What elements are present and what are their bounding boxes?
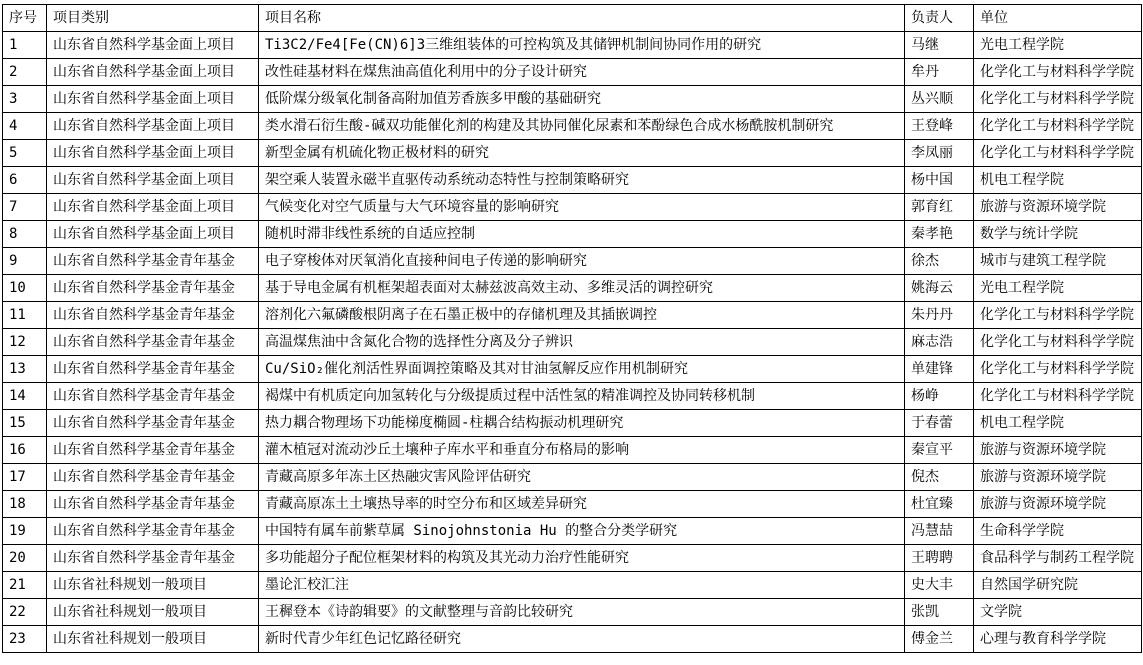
cell-category: 山东省自然科学基金青年基金 [47,518,259,545]
cell-project-name: 褐煤中有机质定向加氢转化与分级提质过程中活性氢的精准调控及协同转移机制 [259,383,905,410]
column-header-serial: 序号 [3,5,47,32]
cell-department: 机电工程学院 [974,410,1142,437]
header-row [3,5,1142,32]
cell-serial: 10 [3,275,47,302]
cell-department: 化学化工与材料科学学院 [974,59,1142,86]
cell-leader: 倪杰 [905,464,974,491]
cell-project-name: 改性硅基材料在煤焦油高值化利用中的分子设计研究 [259,59,905,86]
cell-category: 山东省自然科学基金青年基金 [47,302,259,329]
cell-category: 山东省自然科学基金青年基金 [47,410,259,437]
cell-serial: 12 [3,329,47,356]
table-row [3,464,1142,491]
table-row [3,356,1142,383]
cell-department: 文学院 [974,599,1142,626]
cell-serial: 9 [3,248,47,275]
cell-serial: 1 [3,32,47,59]
cell-project-name: 新型金属有机硫化物正极材料的研究 [259,140,905,167]
cell-project-name: 灌木植冠对流动沙丘土壤种子库水平和垂直分布格局的影响 [259,437,905,464]
cell-project-name: 新时代青少年红色记忆路径研究 [259,626,905,653]
cell-department: 化学化工与材料科学学院 [974,329,1142,356]
table-row [3,302,1142,329]
cell-category: 山东省社科规划一般项目 [47,572,259,599]
table-row [3,329,1142,356]
cell-department: 心理与教育科学学院 [974,626,1142,653]
cell-category: 山东省社科规划一般项目 [47,626,259,653]
cell-leader: 秦宣平 [905,437,974,464]
table-row [3,545,1142,572]
cell-leader: 李凤丽 [905,140,974,167]
cell-leader: 秦孝艳 [905,221,974,248]
table-row [3,410,1142,437]
cell-serial: 22 [3,599,47,626]
cell-leader: 徐杰 [905,248,974,275]
cell-serial: 16 [3,437,47,464]
cell-serial: 14 [3,383,47,410]
cell-serial: 8 [3,221,47,248]
cell-serial: 20 [3,545,47,572]
column-header-category: 项目类别 [47,5,259,32]
cell-serial: 13 [3,356,47,383]
cell-department: 化学化工与材料科学学院 [974,86,1142,113]
cell-department: 数学与统计学院 [974,221,1142,248]
cell-leader: 傅金兰 [905,626,974,653]
cell-project-name: 架空乘人装置永磁半直驱传动系统动态特性与控制策略研究 [259,167,905,194]
cell-department: 自然国学研究院 [974,572,1142,599]
table-body [3,32,1142,653]
cell-serial: 15 [3,410,47,437]
cell-department: 化学化工与材料科学学院 [974,356,1142,383]
cell-project-name: 气候变化对空气质量与大气环境容量的影响研究 [259,194,905,221]
cell-project-name: 墨论汇校汇注 [259,572,905,599]
cell-serial: 6 [3,167,47,194]
table-row [3,113,1142,140]
cell-leader: 杜宜臻 [905,491,974,518]
cell-category: 山东省自然科学基金青年基金 [47,275,259,302]
cell-project-name: Ti3C2/Fe4[Fe(CN)6]3三维组装体的可控构筑及其储钾机制间协同作用的研究 [259,32,905,59]
cell-serial: 19 [3,518,47,545]
cell-leader: 杨中国 [905,167,974,194]
cell-category: 山东省自然科学基金青年基金 [47,329,259,356]
table-row [3,437,1142,464]
cell-department: 旅游与资源环境学院 [974,491,1142,518]
cell-project-name: 基于导电金属有机框架超表面对太赫兹波高效主动、多维灵活的调控研究 [259,275,905,302]
column-header-department: 单位 [974,5,1142,32]
cell-serial: 23 [3,626,47,653]
cell-serial: 2 [3,59,47,86]
cell-project-name: 中国特有属车前紫草属 Sinojohnstonia Hu 的整合分类学研究 [259,518,905,545]
cell-department: 旅游与资源环境学院 [974,194,1142,221]
cell-category: 山东省自然科学基金面上项目 [47,221,259,248]
cell-department: 旅游与资源环境学院 [974,437,1142,464]
cell-category: 山东省自然科学基金青年基金 [47,545,259,572]
cell-leader: 马继 [905,32,974,59]
cell-serial: 5 [3,140,47,167]
cell-department: 化学化工与材料科学学院 [974,113,1142,140]
cell-leader: 郭育红 [905,194,974,221]
cell-category: 山东省自然科学基金面上项目 [47,194,259,221]
cell-category: 山东省自然科学基金青年基金 [47,248,259,275]
cell-category: 山东省自然科学基金面上项目 [47,140,259,167]
cell-leader: 单建锋 [905,356,974,383]
table-row [3,572,1142,599]
table-row [3,140,1142,167]
cell-category: 山东省自然科学基金面上项目 [47,59,259,86]
cell-department: 机电工程学院 [974,167,1142,194]
column-header-project-name: 项目名称 [259,5,905,32]
cell-project-name: 低阶煤分级氧化制备高附加值芳香族多甲酸的基础研究 [259,86,905,113]
cell-category: 山东省自然科学基金青年基金 [47,491,259,518]
cell-project-name: 溶剂化六氟磷酸根阴离子在石墨正极中的存储机理及其插嵌调控 [259,302,905,329]
cell-project-name: 热力耦合物理场下功能梯度椭圆-柱耦合结构振动机理研究 [259,410,905,437]
cell-department: 光电工程学院 [974,275,1142,302]
cell-project-name: 青藏高原多年冻土区热融灾害风险评估研究 [259,464,905,491]
cell-leader: 麻志浩 [905,329,974,356]
table-row [3,383,1142,410]
cell-leader: 冯慧喆 [905,518,974,545]
cell-serial: 4 [3,113,47,140]
cell-department: 化学化工与材料科学学院 [974,383,1142,410]
cell-serial: 21 [3,572,47,599]
table-row [3,491,1142,518]
cell-category: 山东省自然科学基金青年基金 [47,383,259,410]
cell-project-name: 高温煤焦油中含氮化合物的选择性分离及分子辨识 [259,329,905,356]
cell-leader: 朱丹丹 [905,302,974,329]
cell-category: 山东省自然科学基金面上项目 [47,167,259,194]
cell-leader: 王登峰 [905,113,974,140]
cell-category: 山东省自然科学基金面上项目 [47,86,259,113]
cell-department: 旅游与资源环境学院 [974,464,1142,491]
table-row [3,518,1142,545]
table-row [3,86,1142,113]
cell-leader: 牟丹 [905,59,974,86]
table-row [3,59,1142,86]
cell-project-name: 随机时滞非线性系统的自适应控制 [259,221,905,248]
cell-leader: 张凯 [905,599,974,626]
cell-leader: 丛兴顺 [905,86,974,113]
cell-serial: 17 [3,464,47,491]
cell-leader: 于春蕾 [905,410,974,437]
cell-category: 山东省社科规划一般项目 [47,599,259,626]
cell-department: 生命科学学院 [974,518,1142,545]
cell-project-name: 多功能超分子配位框架材料的构筑及其光动力治疗性能研究 [259,545,905,572]
table-row [3,599,1142,626]
cell-category: 山东省自然科学基金面上项目 [47,32,259,59]
research-projects-table [2,4,1142,653]
cell-serial: 11 [3,302,47,329]
table-row [3,194,1142,221]
cell-serial: 3 [3,86,47,113]
cell-category: 山东省自然科学基金面上项目 [47,113,259,140]
table-row [3,221,1142,248]
cell-serial: 18 [3,491,47,518]
table-row [3,275,1142,302]
cell-project-name: 青藏高原冻土土壤热导率的时空分布和区域差异研究 [259,491,905,518]
cell-department: 化学化工与材料科学学院 [974,140,1142,167]
cell-category: 山东省自然科学基金青年基金 [47,464,259,491]
cell-project-name: Cu/SiO₂催化剂活性界面调控策略及其对甘油氢解反应作用机制研究 [259,356,905,383]
cell-department: 光电工程学院 [974,32,1142,59]
cell-serial: 7 [3,194,47,221]
table-row [3,626,1142,653]
table-row [3,167,1142,194]
cell-leader: 杨峥 [905,383,974,410]
cell-leader: 姚海云 [905,275,974,302]
column-header-leader: 负责人 [905,5,974,32]
cell-project-name: 王穉登本《诗韵辑要》的文献整理与音韵比较研究 [259,599,905,626]
cell-project-name: 电子穿梭体对厌氧消化直接种间电子传递的影响研究 [259,248,905,275]
cell-category: 山东省自然科学基金青年基金 [47,356,259,383]
table-row [3,248,1142,275]
cell-leader: 王聘聘 [905,545,974,572]
cell-department: 化学化工与材料科学学院 [974,302,1142,329]
cell-project-name: 类水滑石衍生酸-碱双功能催化剂的构建及其协同催化尿素和苯酚绿色合成水杨酰胺机制研究 [259,113,905,140]
table-row [3,32,1142,59]
cell-category: 山东省自然科学基金青年基金 [47,437,259,464]
cell-leader: 史大丰 [905,572,974,599]
cell-department: 城市与建筑工程学院 [974,248,1142,275]
cell-department: 食品科学与制药工程学院 [974,545,1142,572]
